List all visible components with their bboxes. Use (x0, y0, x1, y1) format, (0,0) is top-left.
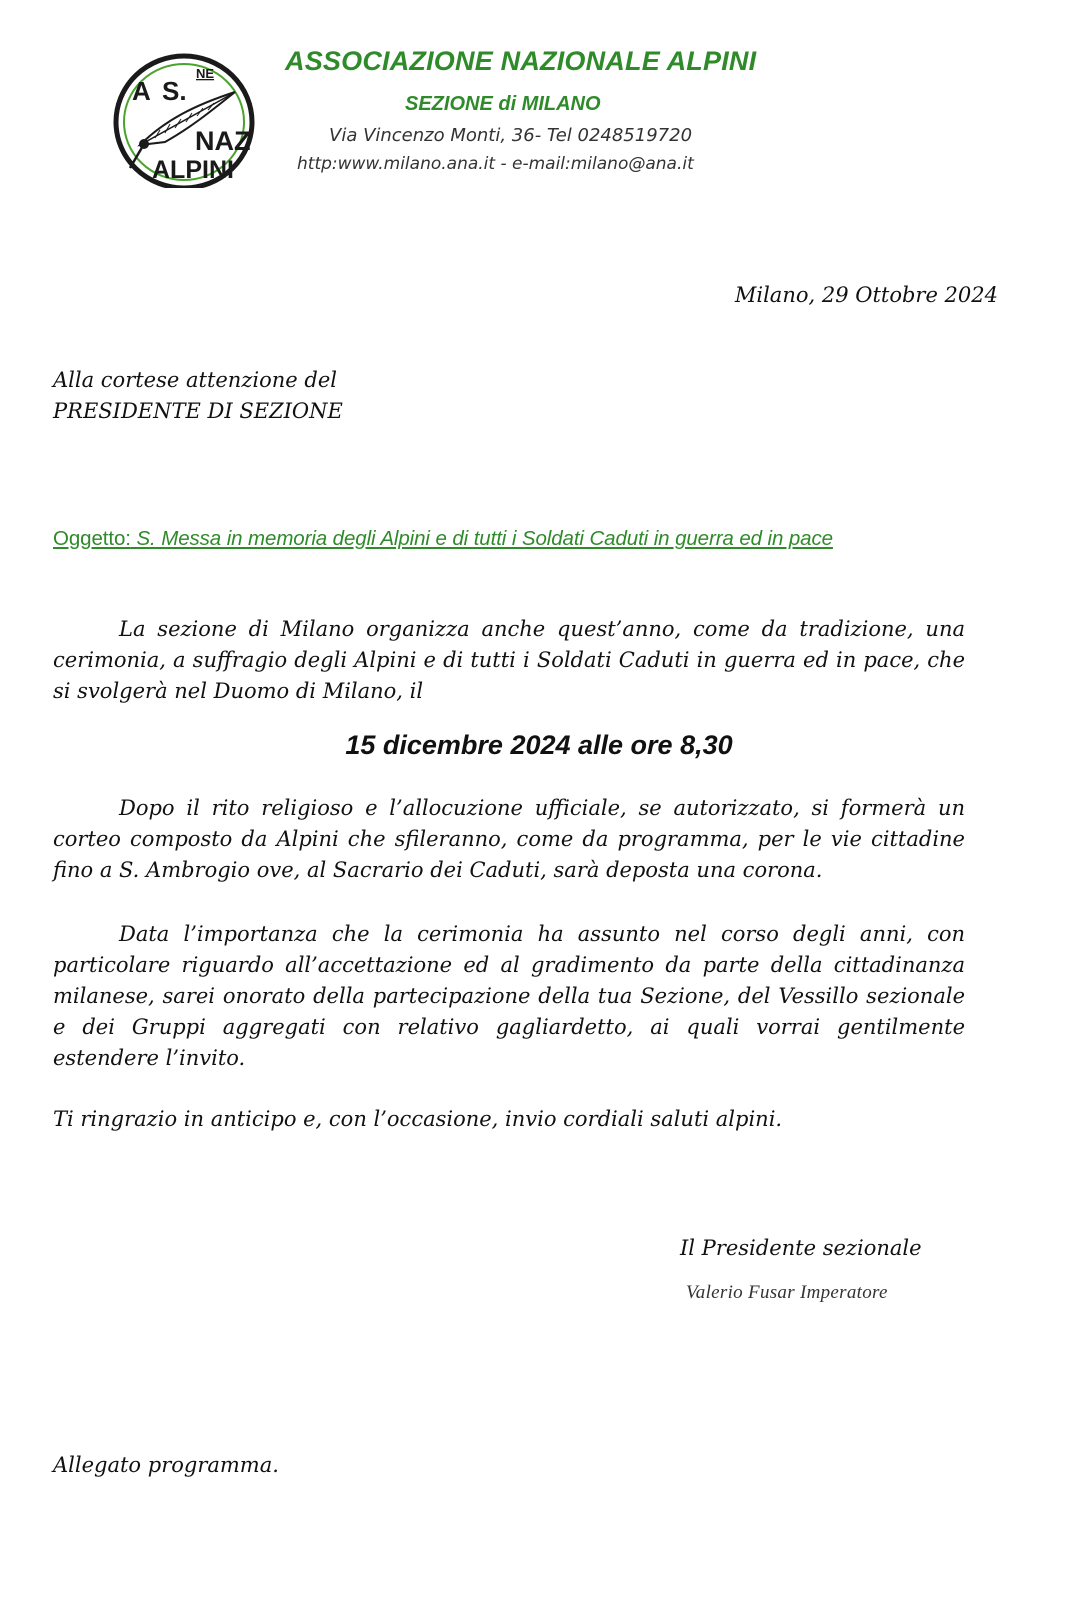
signature-name: Valerio Fusar Imperatore (686, 1282, 888, 1303)
logo-text-naz: NAZ (195, 126, 251, 156)
recipient-block (53, 365, 343, 427)
subject-line (53, 527, 993, 551)
org-name: ASSOCIAZIONE NAZIONALE ALPINI (285, 46, 757, 76)
alpini-feather-logo-icon (110, 50, 255, 188)
paragraph-2: Dopo il rito religioso e l’allocuzione ufficiale, se autorizzato, si formerà un corteo composto da Alpini che sfileranno, come da programma, per le vie cittadine fino a S. Ambrogio ove, al Sacrario dei Caduti, sarà deposta una corona. (53, 796, 965, 882)
paragraph-3: Data l’importanza che la cerimonia ha assunto nel corso degli anni, con particolare riguardo all’accettazione ed al gradimento da parte della cittadinanza milanese, sarei onorato della partecipazione della tua Sezione, del Vessillo sezionale e dei Gruppi aggregati con relativo gagliardetto, ai quali vorrai gentilmente estendere l’invito. (53, 922, 965, 1070)
org-section: SEZIONE di MILANO (405, 93, 601, 115)
paragraph-1: La sezione di Milano organizza anche quest’anno, come da tradizione, una cerimonia, a suffragio degli Alpini e di tutti i Soldati Caduti in guerra ed in pace, che si svolgerà nel Duomo di Milano, il (53, 617, 965, 703)
subject-text: S. Messa in memoria degli Alpini e di tutti i Soldati Caduti in guerra ed in pace (136, 527, 833, 550)
logo-text-a: A (132, 76, 151, 106)
org-address: Via Vincenzo Monti, 36- Tel 0248519720 (329, 125, 693, 146)
logo-text-alpini: ALPINI (152, 156, 234, 184)
event-date: 15 dicembre 2024 alle ore 8,30 (345, 730, 733, 760)
attachment-note: Allegato programma. (53, 1453, 279, 1477)
logo-text-ne: NE (196, 66, 215, 81)
subject-label: Oggetto: (53, 527, 131, 550)
recipient-line-1: Alla cortese attenzione del (53, 368, 337, 392)
org-web-email: http:www.milano.ana.it - e-mail:milano@ana.it (297, 154, 694, 174)
paragraph-4: Ti ringrazio in anticipo e, con l’occasione, invio cordiali saluti alpini. (53, 1107, 783, 1131)
signature-title: Il Presidente sezionale (680, 1236, 922, 1260)
recipient-line-2: PRESIDENTE DI SEZIONE (53, 399, 343, 423)
letter-date: Milano, 29 Ottobre 2024 (734, 283, 998, 307)
logo-text-s: S. (162, 76, 187, 106)
